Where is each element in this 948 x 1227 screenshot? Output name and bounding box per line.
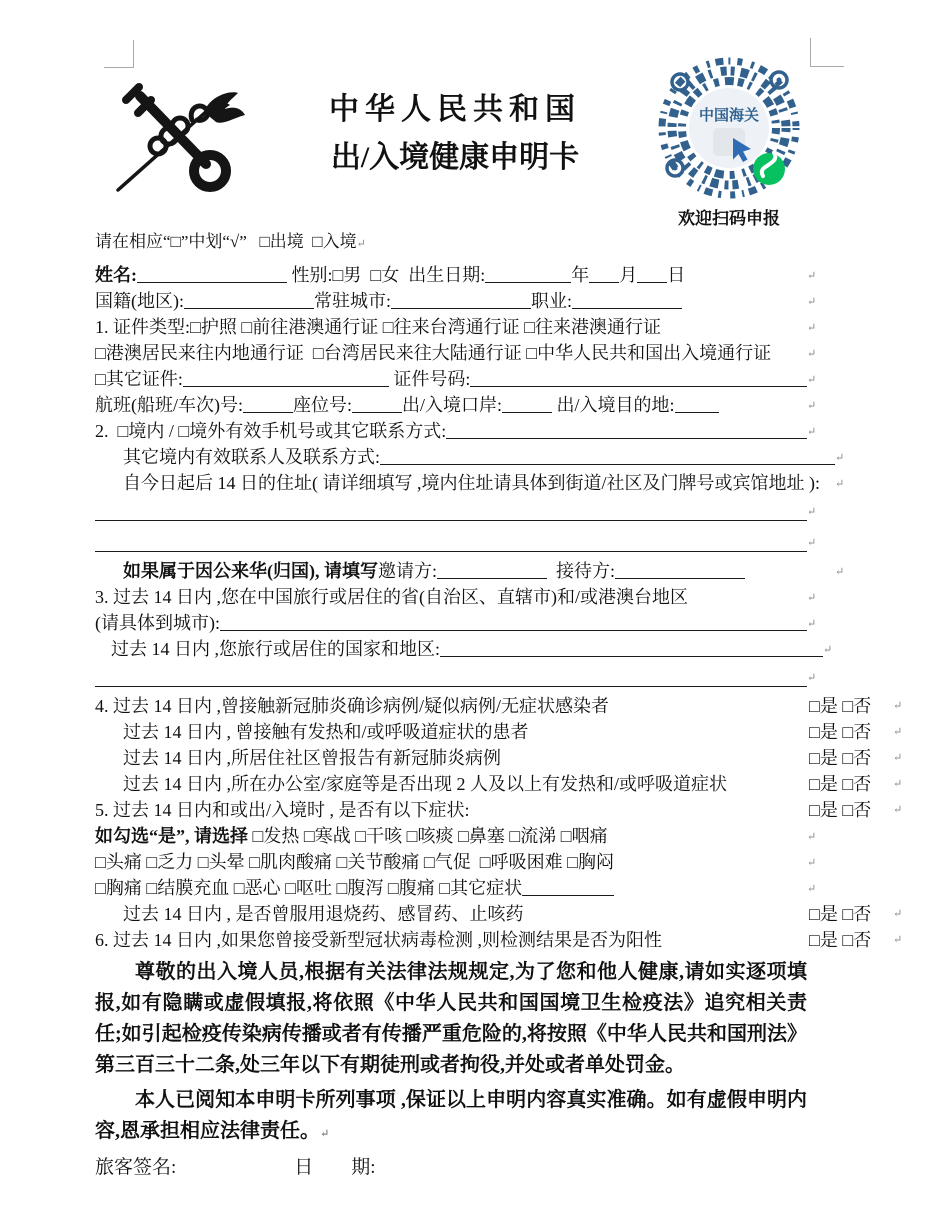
- form-line-text: [95, 719, 835, 745]
- form-line-text: [95, 314, 807, 340]
- blank-field[interactable]: [589, 281, 619, 283]
- legal-text-2: 本人已阅知本申明卡所列事项 ,保证以上申明内容真实准确。如有虚假申明内容,恩承担相应法律责任。: [95, 1089, 807, 1142]
- yes-no-checkboxes[interactable]: □是 □否: [809, 748, 872, 768]
- form-line: [95, 745, 903, 771]
- yes-no-checkboxes[interactable]: □是 □否: [809, 904, 872, 924]
- blank-field[interactable]: [615, 577, 745, 579]
- blank-field[interactable]: [184, 307, 314, 309]
- form-line: [95, 314, 895, 340]
- paragraph-mark-icon: ↵: [807, 856, 817, 869]
- underline-write-row: [95, 527, 895, 558]
- form-line: [95, 797, 903, 823]
- blank-field[interactable]: [220, 629, 807, 631]
- form-line: [95, 418, 895, 444]
- label-text: 1. 证件类型:□护照 □前往港澳通行证 □往来台湾通行证 □往来港澳通行证: [95, 317, 661, 337]
- label-text: 过去 14 日内 , 曾接触有发热和/或呼吸道症状的患者: [123, 722, 529, 742]
- form-line-text: [95, 636, 823, 662]
- form-line-text: [95, 558, 835, 584]
- form-line-text: [95, 584, 807, 610]
- label-text: 自今日起后 14 日的住址( 请详细填写 ,境内住址请具体到街道/社区及门牌号或宾馆地址 ):: [123, 473, 820, 493]
- underline-write-row: [95, 496, 895, 527]
- paragraph-mark-icon: ↵: [807, 425, 817, 438]
- paragraph-mark-icon: ↵: [807, 321, 817, 334]
- form-line: [95, 288, 895, 314]
- label-text: 如勾选“是”, 请选择: [95, 826, 253, 846]
- form-line-text: [95, 392, 807, 418]
- form-line: [95, 366, 895, 392]
- page-corner-mark-top-left: [104, 40, 134, 68]
- blank-field[interactable]: [485, 281, 571, 283]
- qr-caption: 欢迎扫码申报: [678, 209, 780, 228]
- paragraph-mark-icon: ↵: [893, 908, 903, 920]
- form-title: [255, 86, 655, 182]
- form-line-text: [95, 927, 807, 953]
- paragraph-mark-icon: ↵: [356, 238, 366, 250]
- blank-field[interactable]: [502, 411, 552, 413]
- label-text: 姓名:: [95, 265, 137, 285]
- page-corner-mark-top-right: [810, 38, 844, 67]
- form-line: [95, 392, 895, 418]
- label-text: 日: [667, 265, 686, 285]
- form-line: [95, 849, 895, 875]
- paragraph-mark-icon: ↵: [893, 804, 903, 816]
- form-line: [95, 927, 903, 953]
- paragraph-mark-icon: ↵: [893, 934, 903, 946]
- form-line: [95, 875, 895, 901]
- paragraph-mark-icon: ↵: [893, 726, 903, 738]
- label-text: 月: [619, 265, 638, 285]
- blank-field[interactable]: [637, 281, 667, 283]
- form-line: [95, 771, 903, 797]
- label-text: 国籍(地区):: [95, 291, 184, 311]
- label-text: 邀请方:: [378, 561, 438, 581]
- form-line-text: [95, 849, 807, 875]
- form-lines: [95, 262, 903, 953]
- label-text: □发热 □寒战 □干咳 □咳痰 □鼻塞 □流涕 □咽痛: [252, 826, 608, 846]
- form-line: [95, 584, 895, 610]
- signature-label: 旅客签名:: [95, 1157, 177, 1178]
- label-text: 性别:□男 □女 出生日期:: [287, 265, 486, 285]
- form-line: [95, 823, 895, 849]
- paragraph-mark-icon: ↵: [320, 1128, 330, 1140]
- label-text: 2. □境内 / □境外有效手机号或其它联系方式:: [95, 421, 447, 441]
- form-line: [95, 340, 895, 366]
- paragraph-mark-icon: ↵: [893, 752, 903, 764]
- form-line-text: [95, 823, 807, 849]
- form-line-text: [95, 875, 807, 901]
- blank-field[interactable]: [437, 577, 547, 579]
- yes-no-checkboxes[interactable]: □是 □否: [809, 930, 872, 950]
- form-line-text: [95, 288, 807, 314]
- label-text: 接待方:: [547, 561, 616, 581]
- paragraph-mark-icon: ↵: [835, 477, 845, 490]
- label-text: □其它证件:: [95, 369, 183, 389]
- paragraph-mark-icon: ↵: [807, 295, 817, 308]
- legal-notice-paragraph-2: [95, 1085, 807, 1147]
- blank-field[interactable]: [446, 437, 807, 439]
- label-text: □胸痛 □结膜充血 □恶心 □呕吐 □腹泻 □腹痛 □其它症状: [95, 878, 523, 898]
- yes-no-checkboxes[interactable]: □是 □否: [809, 696, 872, 716]
- paragraph-mark-icon: ↵: [893, 778, 903, 790]
- form-line: [95, 636, 895, 662]
- yes-no-checkboxes[interactable]: □是 □否: [809, 722, 872, 742]
- form-line-text: [95, 418, 807, 444]
- qr-center-label: 中国海关: [698, 107, 760, 124]
- paragraph-mark-icon: ↵: [807, 399, 817, 412]
- blank-field[interactable]: [243, 411, 293, 413]
- blank-field[interactable]: [183, 385, 389, 387]
- blank-field[interactable]: [380, 463, 835, 465]
- form-line: [95, 901, 903, 927]
- form-line: [95, 610, 895, 636]
- yes-no-checkboxes[interactable]: □是 □否: [809, 800, 872, 820]
- blank-field[interactable]: [470, 385, 807, 387]
- label-text: 如果属于因公来华(归国), 请填写: [123, 561, 378, 581]
- label-text: 6. 过去 14 日内 ,如果您曾接受新型冠状病毒检测 ,则检测结果是否为阳性: [95, 930, 662, 950]
- signature-row: [95, 1152, 895, 1179]
- label-text: 3. 过去 14 日内 ,您在中国旅行或居住的省(自治区、直辖市)和/或港澳台地区: [95, 587, 688, 607]
- paragraph-mark-icon: ↵: [807, 830, 817, 843]
- form-line-text: [95, 771, 835, 797]
- paragraph-mark-icon: ↵: [893, 700, 903, 712]
- form-line-text: [95, 610, 807, 636]
- label-text: 出/入境目的地:: [552, 395, 675, 415]
- paragraph-mark-icon: ↵: [835, 565, 845, 578]
- form-line: [95, 262, 895, 288]
- label-text: 航班(船班/车次)号:: [95, 395, 243, 415]
- form-line: [95, 558, 895, 584]
- form-line-text: [95, 901, 835, 927]
- label-text: 座位号:: [293, 395, 353, 415]
- form-line-text: [95, 444, 835, 470]
- label-text: 过去 14 日内 ,您旅行或居住的国家和地区:: [111, 639, 440, 659]
- date-label: 日 期:: [294, 1157, 376, 1178]
- blank-field[interactable]: [137, 281, 287, 283]
- blank-field[interactable]: [440, 655, 823, 657]
- form-line: [95, 470, 895, 496]
- form-line: [95, 444, 895, 470]
- paragraph-mark-icon: ↵: [807, 672, 817, 684]
- paragraph-mark-icon: ↵: [807, 591, 817, 604]
- form-line-text: [95, 693, 807, 719]
- blank-write-line[interactable]: [95, 496, 807, 521]
- legal-text-1: 尊敬的出入境人员,根据有关法律法规规定,为了您和他人健康,请如实逐项填报,如有隐瞒或虚假填报,将依照《中华人民共和国国境卫生检疫法》追究相关责任;如引起检疫传染病传播或者有传播严重危险的,将按照《中华人民共和国刑法》第三百三十二条,处三年以下有期徒刑或者拘役,并处或者单处罚金。: [95, 961, 807, 1076]
- form-body: [95, 262, 903, 1179]
- customs-qr-code: [653, 56, 805, 204]
- title-line-2: 出/入境健康申明卡: [330, 141, 580, 174]
- form-line-text: [95, 340, 807, 366]
- blank-field[interactable]: [675, 411, 719, 413]
- blank-field[interactable]: [572, 307, 682, 309]
- label-text: 过去 14 日内 , 是否曾服用退烧药、感冒药、止咳药: [123, 904, 524, 924]
- label-text: 证件号码:: [388, 369, 471, 389]
- wechat-miniprogram-logo: [753, 153, 785, 185]
- paragraph-mark-icon: ↵: [807, 347, 817, 360]
- label-text: 常驻城市:: [314, 291, 392, 311]
- label-text: □头痛 □乏力 □头晕 □肌肉酸痛 □关节酸痛 □气促 □呼吸困难 □胸闷: [95, 852, 614, 872]
- paragraph-mark-icon: ↵: [807, 537, 817, 549]
- form-line: [95, 693, 903, 719]
- label-text: 4. 过去 14 日内 ,曾接触新冠肺炎确诊病例/疑似病例/无症状感染者: [95, 696, 609, 716]
- form-line: [95, 719, 903, 745]
- form-line-text: [95, 797, 807, 823]
- legal-notice-paragraph-1: [95, 957, 807, 1081]
- paragraph-mark-icon: ↵: [807, 373, 817, 386]
- blank-write-line[interactable]: [95, 527, 807, 552]
- form-line-text: [95, 366, 807, 392]
- label-text: 出/入境口岸:: [402, 395, 503, 415]
- yes-no-checkboxes[interactable]: □是 □否: [809, 774, 872, 794]
- label-text: 过去 14 日内 ,所在办公室/家庭等是否出现 2 人及以上有发热和/或呼吸道症状: [123, 774, 727, 794]
- label-text: 过去 14 日内 ,所居住社区曾报告有新冠肺炎病例: [123, 748, 501, 768]
- underline-write-row: [95, 662, 895, 693]
- form-line-text: [95, 262, 807, 288]
- form-line-text: [95, 745, 835, 771]
- paragraph-mark-icon: ↵: [823, 643, 833, 656]
- blank-write-line[interactable]: [95, 662, 807, 687]
- label-text: 5. 过去 14 日内和或出/入境时 , 是否有以下症状:: [95, 800, 470, 820]
- label-text: (请具体到城市):: [95, 613, 220, 633]
- label-text: 其它境内有效联系人及联系方式:: [123, 447, 380, 467]
- china-customs-emblem-icon: [106, 78, 246, 200]
- paragraph-mark-icon: ↵: [835, 451, 845, 464]
- instruction-text: 请在相应“□”中划“√” □出境 □入境: [95, 232, 357, 251]
- form-line-text: [95, 470, 835, 496]
- paragraph-mark-icon: ↵: [807, 882, 817, 895]
- blank-field[interactable]: [391, 307, 531, 309]
- paragraph-mark-icon: ↵: [807, 269, 817, 282]
- instruction-line: [95, 227, 366, 252]
- blank-field[interactable]: [522, 894, 614, 896]
- paragraph-mark-icon: ↵: [807, 617, 817, 630]
- paragraph-mark-icon: ↵: [807, 506, 817, 518]
- blank-field[interactable]: [352, 411, 402, 413]
- title-line-1: 中华人民共和国: [329, 93, 581, 126]
- label-text: 年: [571, 265, 590, 285]
- label-text: 职业:: [531, 291, 573, 311]
- label-text: □港澳居民来往内地通行证 □台湾居民来往大陆通行证 □中华人民共和国出入境通行证: [95, 343, 772, 363]
